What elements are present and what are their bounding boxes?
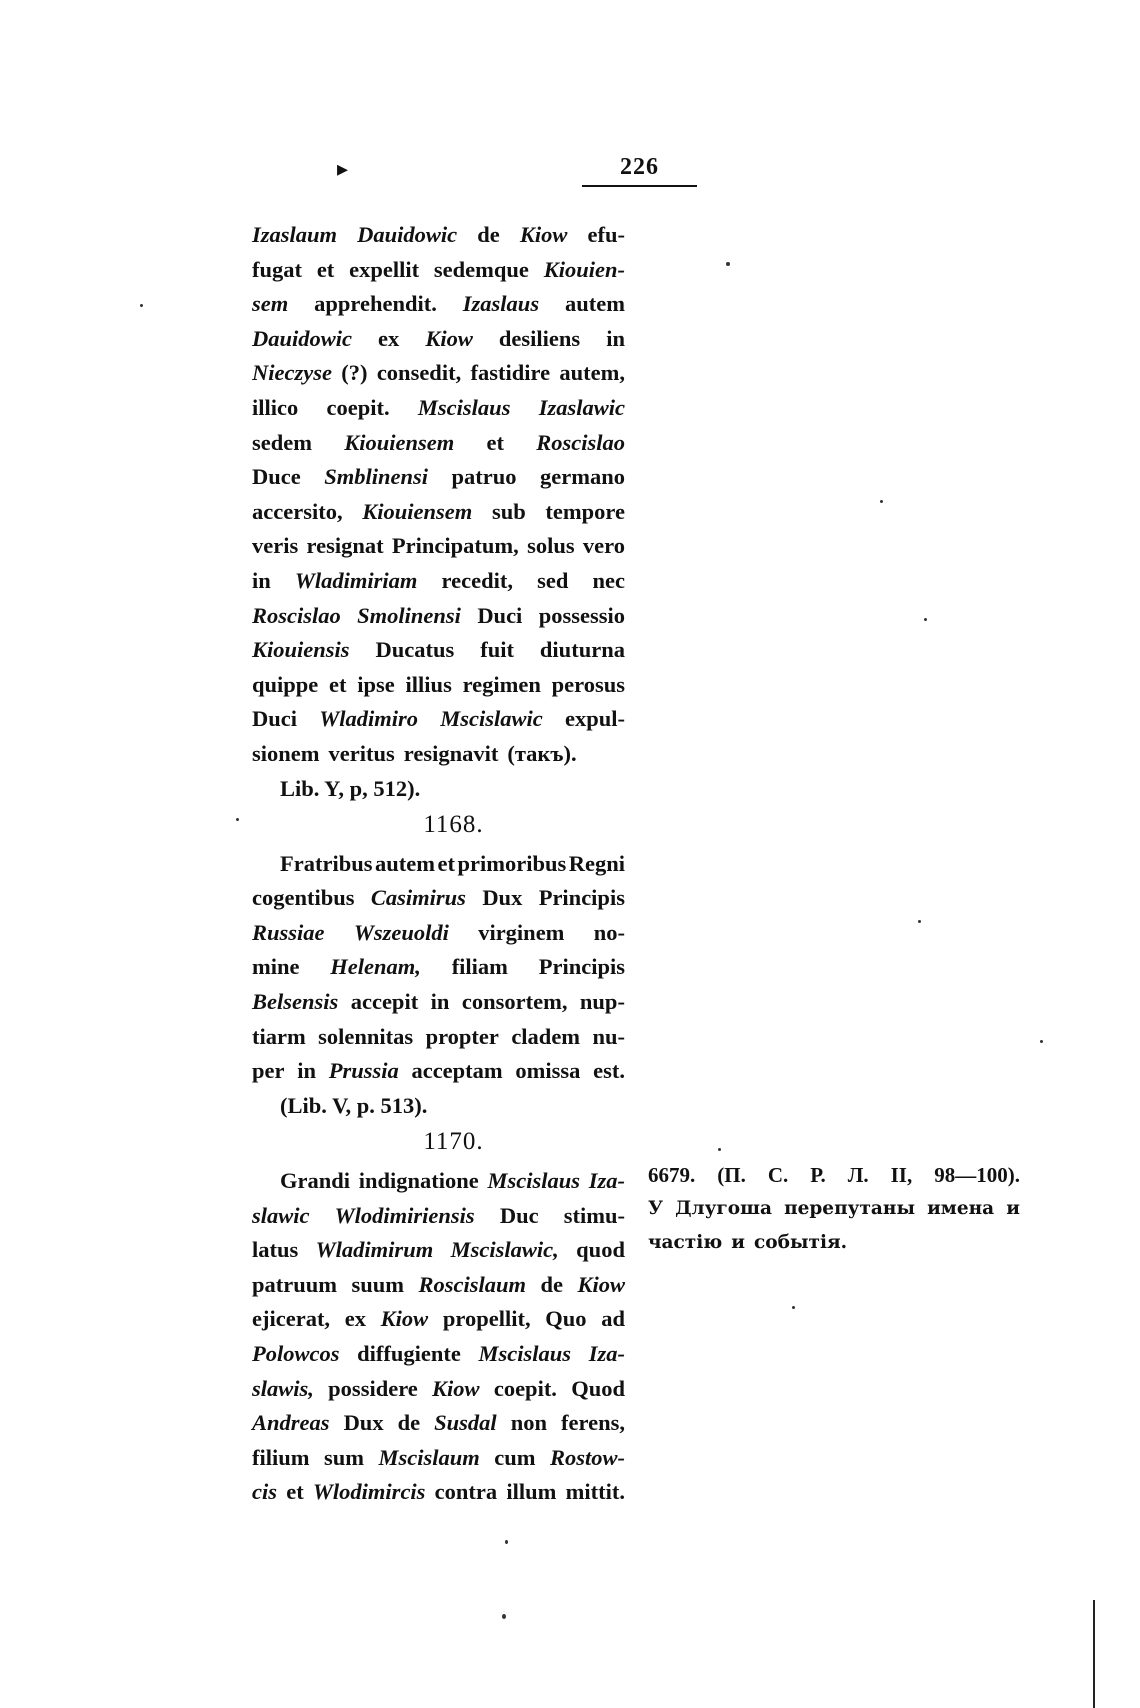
- scan-speck: [726, 262, 730, 266]
- word: expellit: [349, 256, 420, 282]
- text-line: [252, 391, 625, 426]
- word: de: [540, 1271, 563, 1297]
- word: Mscislaus: [487, 1168, 581, 1194]
- word: latus: [252, 1237, 299, 1263]
- word: in: [430, 989, 450, 1015]
- word: Wladimiro: [319, 706, 418, 732]
- word: Mscislaus: [417, 394, 511, 420]
- word: Principatum,: [391, 533, 519, 559]
- word: Л.: [847, 1163, 869, 1187]
- side-note: [648, 1158, 1020, 1260]
- word: Rostow-: [549, 1444, 625, 1470]
- word: Polowcos: [252, 1341, 340, 1366]
- word: (?): [341, 360, 368, 386]
- word: cis: [252, 1479, 277, 1505]
- text-line: [252, 702, 625, 737]
- word: Quo: [545, 1306, 587, 1332]
- word: possidere: [328, 1375, 418, 1401]
- word: Iza-: [588, 1168, 625, 1194]
- word: Mscislaus: [478, 1341, 572, 1366]
- word: Wlodimircis: [312, 1479, 426, 1505]
- word: Duc: [499, 1202, 539, 1228]
- word: fugat: [252, 256, 302, 282]
- word: Dux: [343, 1410, 384, 1436]
- word: propellit,: [442, 1306, 531, 1332]
- word: diuturna: [539, 637, 625, 663]
- word: перепутаны: [784, 1198, 915, 1219]
- word: accepit: [350, 989, 419, 1015]
- word: acceptam: [411, 1058, 503, 1084]
- paragraph-2: [252, 847, 625, 1089]
- text-line: [252, 426, 625, 461]
- word: 6679.: [648, 1163, 696, 1187]
- word: Ducatus: [375, 637, 455, 663]
- word: Nieczyse: [252, 360, 332, 386]
- text-line: [252, 1372, 625, 1407]
- text-line: [252, 495, 625, 530]
- word: Wladimiriam: [294, 567, 418, 593]
- word: nec: [592, 567, 625, 593]
- scan-speck: [918, 920, 921, 923]
- word: resignavit: [403, 740, 499, 766]
- word: veris: [252, 533, 299, 559]
- text-line: [252, 985, 625, 1020]
- word: filiam: [451, 954, 508, 980]
- word: quod: [576, 1237, 625, 1263]
- word: slawis,: [252, 1375, 314, 1401]
- word: С.: [767, 1163, 789, 1187]
- word: Wladimirum: [315, 1237, 434, 1263]
- word: Belsensis: [252, 989, 339, 1015]
- word: Helenam,: [330, 954, 421, 980]
- word: Duci: [252, 706, 297, 732]
- word: mine: [252, 954, 300, 980]
- text-line: [252, 881, 625, 916]
- word: Iza-: [588, 1341, 625, 1366]
- text-line: [252, 460, 625, 495]
- word: mittit.: [565, 1479, 625, 1505]
- word: autem,: [559, 360, 625, 386]
- text-line: [252, 218, 625, 253]
- word: consortem,: [461, 989, 568, 1015]
- word: Mscislawic: [440, 706, 543, 732]
- word: частію: [648, 1232, 723, 1253]
- text-line: [252, 529, 625, 564]
- text-line: [252, 1164, 625, 1199]
- text-line: [252, 1268, 625, 1303]
- word: sed: [537, 567, 569, 593]
- word: Fratribus: [280, 850, 373, 876]
- word: Quod: [571, 1375, 625, 1401]
- text-line: [252, 950, 625, 985]
- word: fastidire: [470, 360, 551, 386]
- word: ex: [344, 1306, 366, 1332]
- text-line: [252, 287, 625, 322]
- page-number: 226: [582, 154, 697, 187]
- page-marker: ▸: [337, 156, 349, 181]
- word: Roscislaum: [418, 1271, 527, 1297]
- word: apprehendit.: [314, 291, 437, 317]
- word: Kiouien-: [543, 256, 625, 282]
- word: stimu-: [563, 1202, 625, 1228]
- text-line: [648, 1192, 1020, 1226]
- word: Wszeuoldi: [353, 919, 449, 945]
- word: accersito,: [252, 498, 343, 524]
- paragraph-1: [252, 218, 625, 772]
- word: cum: [494, 1444, 536, 1470]
- word: Russiae: [252, 919, 325, 945]
- word: имена: [927, 1198, 995, 1219]
- text-line: [252, 1475, 625, 1510]
- word: Длугоша: [675, 1198, 772, 1219]
- reference-2: (Lib. V, p. 513).: [280, 1092, 428, 1118]
- word: Mscislawic,: [450, 1237, 559, 1263]
- text-line: [252, 1302, 625, 1337]
- word: per: [252, 1058, 285, 1084]
- word: veritus: [328, 740, 395, 766]
- word: possessio: [538, 602, 625, 628]
- word: et: [486, 429, 504, 455]
- scan-speck: [505, 1540, 508, 1544]
- word: indignatione: [358, 1168, 479, 1194]
- word: Izaslaus: [462, 291, 540, 317]
- word: (П.: [717, 1163, 746, 1187]
- word: et: [286, 1479, 304, 1505]
- scan-speck: [236, 818, 239, 821]
- word: Principis: [538, 885, 625, 911]
- word: Kiow: [519, 222, 568, 247]
- word: autem: [564, 291, 625, 317]
- word: nup-: [579, 989, 625, 1015]
- word: и: [1006, 1198, 1020, 1219]
- text-line: [648, 1226, 1020, 1260]
- word: Duci: [477, 602, 523, 628]
- word: событія.: [754, 1232, 848, 1253]
- word: et: [437, 850, 455, 876]
- word: coepit.: [326, 394, 390, 420]
- word: patruum: [252, 1271, 338, 1297]
- word: Kiow: [577, 1271, 625, 1297]
- word: Kiow: [380, 1306, 429, 1332]
- text-line: [252, 668, 625, 703]
- word: Smolinensi: [357, 602, 461, 628]
- word: Kiow: [425, 325, 473, 351]
- word: in: [297, 1058, 316, 1084]
- text-line: [252, 1233, 625, 1268]
- word: Prussia: [328, 1058, 399, 1084]
- scan-speck: [924, 618, 927, 621]
- scan-speck: [880, 500, 883, 503]
- word: fuit: [480, 637, 514, 663]
- scan-speck: [1040, 1040, 1043, 1043]
- scan-speck: [792, 1306, 795, 1309]
- word: in: [252, 567, 271, 593]
- word: tiarm: [252, 1023, 306, 1049]
- word: Kiouiensem: [362, 498, 473, 524]
- word: Kiouiensem: [344, 429, 455, 455]
- year-heading-1170: 1170.: [423, 1128, 484, 1156]
- word: У: [648, 1198, 664, 1219]
- word: efu-: [587, 222, 625, 247]
- word: Dauidowic: [357, 222, 458, 247]
- word: no-: [593, 919, 625, 945]
- word: contra: [434, 1479, 498, 1505]
- word: 98—100).: [934, 1163, 1020, 1187]
- word: de: [477, 222, 500, 247]
- word: solennitas: [318, 1023, 414, 1049]
- word: Kiow: [432, 1375, 480, 1401]
- word: Wlodimiriensis: [334, 1202, 475, 1228]
- word: II,: [890, 1163, 913, 1187]
- word: desiliens: [498, 325, 581, 351]
- word: illum: [506, 1479, 557, 1505]
- word: и: [731, 1232, 745, 1253]
- word: Duce: [252, 464, 301, 490]
- text-line: [252, 1337, 625, 1372]
- word: omissa: [515, 1058, 581, 1084]
- word: ejicerat,: [252, 1306, 331, 1332]
- word: Roscislao: [252, 602, 341, 628]
- word: in: [606, 325, 625, 351]
- word: Susdal: [434, 1410, 497, 1436]
- text-line: [252, 916, 625, 951]
- word: sedemque: [433, 256, 529, 282]
- word: (такъ).: [507, 740, 577, 766]
- text-line: [252, 1020, 625, 1055]
- word: Mscislaum: [378, 1444, 480, 1470]
- word: regimen: [462, 671, 541, 697]
- word: ferens,: [561, 1410, 625, 1436]
- word: resignat: [306, 533, 384, 559]
- word: consedit,: [376, 360, 462, 386]
- scan-edge-line: [1093, 1600, 1095, 1708]
- text-line: [252, 322, 625, 357]
- word: Izaslaum: [252, 222, 338, 247]
- text-line: [252, 1441, 625, 1476]
- text-line: [252, 599, 625, 634]
- word: sub: [491, 498, 526, 524]
- text-line: [252, 1054, 625, 1089]
- word: virginem: [478, 919, 565, 945]
- scan-speck: [718, 1148, 721, 1151]
- word: Andreas: [252, 1410, 330, 1436]
- year-heading-1168: 1168.: [423, 811, 484, 839]
- word: Roscislao: [536, 429, 625, 455]
- word: et: [329, 671, 347, 697]
- word: solus: [527, 533, 575, 559]
- word: slawic: [252, 1202, 310, 1228]
- text-line: [252, 1406, 625, 1441]
- word: de: [397, 1410, 421, 1436]
- word: nu-: [592, 1023, 625, 1049]
- word: ex: [378, 325, 400, 351]
- word: perosus: [551, 671, 625, 697]
- word: Smblinensi: [324, 464, 429, 490]
- word: Izaslawic: [538, 394, 625, 420]
- word: expul-: [564, 706, 625, 732]
- word: Р.: [810, 1163, 826, 1187]
- word: propter: [425, 1023, 499, 1049]
- word: recedit,: [441, 567, 513, 593]
- text-line: [252, 737, 625, 772]
- word: primoribus: [457, 850, 567, 876]
- word: Dauidowic: [252, 325, 353, 351]
- word: sedem: [252, 429, 312, 455]
- word: autem: [375, 850, 435, 876]
- text-line: [648, 1158, 1020, 1192]
- word: coepit.: [493, 1375, 557, 1401]
- word: Casimirus: [370, 885, 466, 911]
- word: quippe: [252, 671, 319, 697]
- text-line: [252, 564, 625, 599]
- word: non: [510, 1410, 547, 1436]
- word: cladem: [511, 1023, 581, 1049]
- word: ipse: [357, 671, 395, 697]
- word: filium: [252, 1444, 310, 1470]
- word: Grandi: [280, 1168, 351, 1194]
- word: illius: [405, 671, 452, 697]
- word: est.: [593, 1058, 625, 1084]
- word: vero: [582, 533, 625, 559]
- word: patruo: [451, 464, 517, 490]
- text-line: [252, 356, 625, 391]
- word: cogentibus: [252, 885, 355, 911]
- main-text-column: [252, 218, 625, 1510]
- word: Kiouiensis: [252, 637, 350, 663]
- word: Dux: [482, 885, 523, 911]
- scan-speck: [140, 304, 143, 307]
- word: tempore: [545, 498, 625, 524]
- word: et: [316, 256, 335, 282]
- word: illico: [252, 394, 299, 420]
- word: suum: [351, 1271, 405, 1297]
- word: diffugiente: [357, 1341, 461, 1366]
- word: germano: [540, 464, 625, 490]
- word: sionem: [252, 740, 320, 766]
- word: sum: [323, 1444, 364, 1470]
- word: ad: [601, 1306, 625, 1332]
- text-line: [252, 847, 625, 882]
- scan-speck: [502, 1614, 506, 1619]
- paragraph-3: [252, 1164, 625, 1510]
- word: Principis: [538, 954, 625, 980]
- reference-1: Lib. Y, p, 512).: [280, 775, 421, 801]
- text-line: [252, 253, 625, 288]
- word: Regni: [568, 850, 625, 876]
- word: sem: [252, 291, 289, 317]
- text-line: [252, 1199, 625, 1234]
- text-line: [252, 633, 625, 668]
